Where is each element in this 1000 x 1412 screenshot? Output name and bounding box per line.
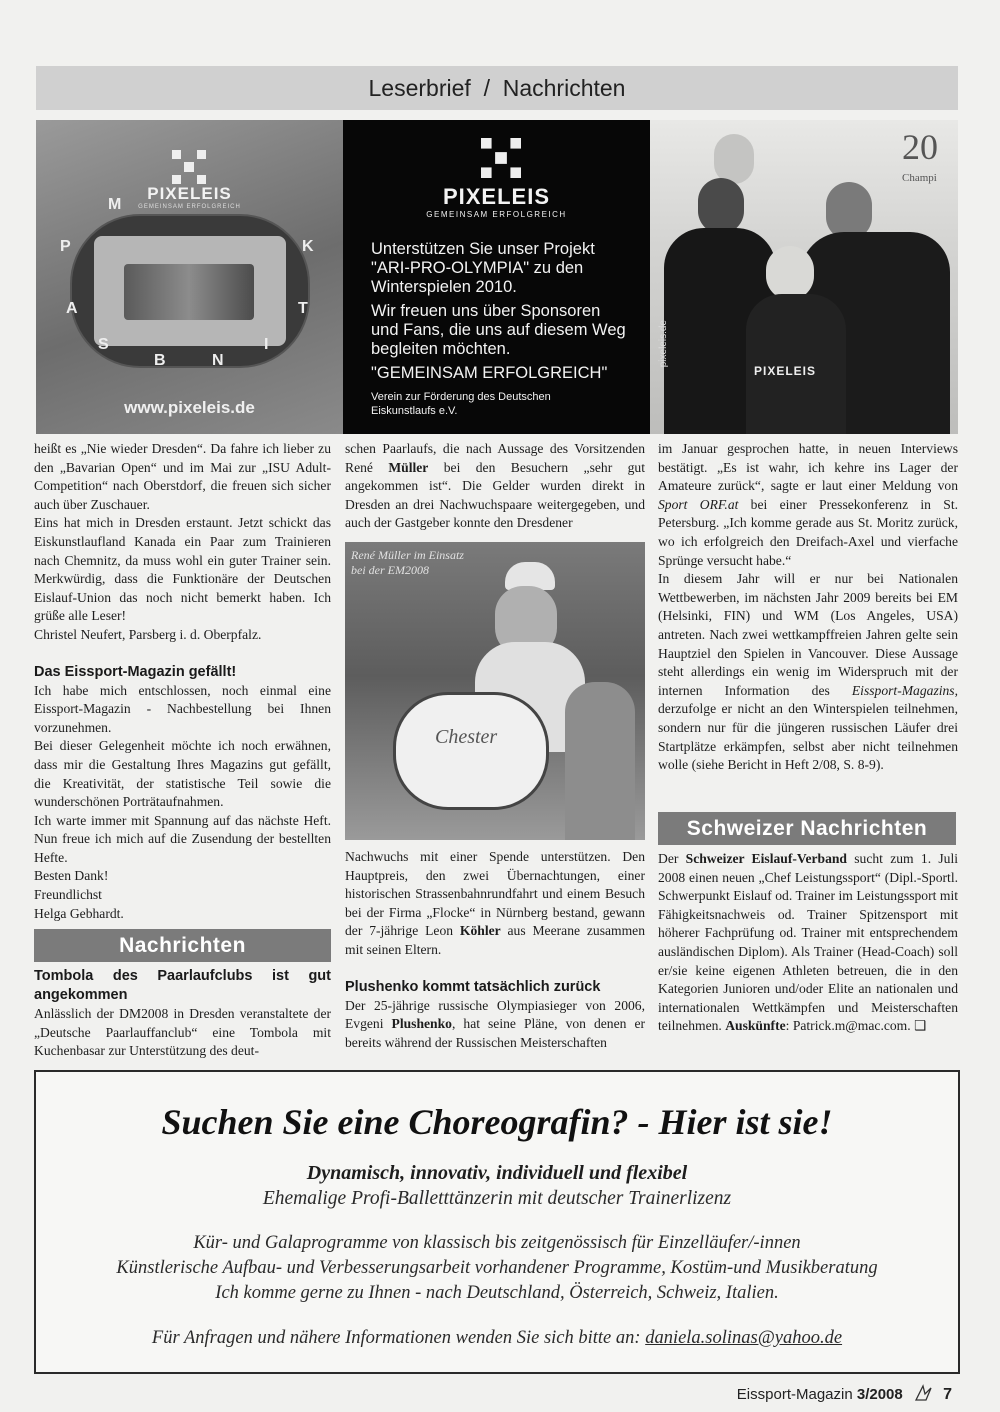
plushenko-plans-part: In diesem Jahr will er nur bei Nationalen Wettbewerben, im nächsten Jahr 2009 bereits bei EM (Helsinki, FIN) und WM (Los Angeles, USA) antreten. Nach zwei wettkampffreien Jahren gelte sein Hauptziel den Spielen in Vancouver. Diese Aussage steht allerdings ein wenig im Widerspruch mit der internen Information des [658,571,958,698]
board-letter-i: I [264,336,269,353]
banner-motto: "GEMEINSAM ERFOLGREICH" [371,364,608,382]
pixeleis-url[interactable]: www.pixeleis.de [124,398,255,417]
letter-2-text: Ich habe mich entschlossen, noch einmal eine Eissport-Magazin - Nachbestellung bei Ihnen vorzunehmen. [34,682,331,735]
ad-travel: Ich komme gerne zu Ihnen - nach Deutschland, Österreich, Schweiz, Italien. [215,1283,779,1303]
plushenko-text-part: , hat seine Pläne, von denen er bereits während der Russischen Meisterschaften [345,1016,646,1050]
board-letter-p: P [60,238,71,255]
skater-2-head [766,246,814,300]
board-letter-a: A [66,300,78,317]
magazine-name: Eissport-Magazins [851,682,955,698]
letter-2-heading: Das Eissport-Magazin gefällt! [34,663,237,680]
banner-slogan: GEMEINSAM ERFOLGREICH [426,210,567,219]
banner-text-panel [343,120,650,434]
ad-subline: Dynamisch, innovativ, individuell und flexibel [306,1162,688,1184]
column-3-swiss [658,850,958,1036]
plushenko-continued [658,440,958,570]
board-letter-s: S [98,336,109,353]
tombola-text-part: bei den Besuchern „sehr gut angekommen ist“. Die Gelder wurden direkt in Dresden an drei Nachwuchspaare weitergegeben, und auch der Gastgeber konnte den Dresdener [345,459,645,531]
banner-sponsor-text: Wir freuen uns über Sponsoren und Fans, die uns auf diesem Weg begleiten möchten. [371,302,626,358]
letter-2-signature: Helga Gebhardt. [34,905,124,921]
bass-drum [393,692,549,810]
footer-page-number: 7 [943,1386,952,1403]
tombola-text-continued [345,440,645,533]
letter-2-closing-1: Besten Dank! [34,868,109,884]
plushenko-heading: Plushenko kommt tatsächlich zurück [345,978,601,995]
ad-qualification: Ehemalige Profi-Balletttänzerin mit deutscher Trainerlizenz [262,1188,732,1209]
ad-headline: Suchen Sie eine Choreografin? - Hier ist sie! [161,1102,833,1142]
plushenko-plans [658,570,958,775]
plushenko-cont-part: im Januar gesprochen hatte, in neuen Interviews bestätigt. „Es ist wahr, ich kehre ins Lager der Amateure zurück“, sagte er laut einer Meldung von [658,441,958,494]
jacket-logo-text: PIXELEIS [754,364,817,378]
plushenko-cont-part: bei einer Pressekonferenz in St. Petersburg. „Ich komme gerade aus St. Moritz zurück, wo ich erfolgreich den Dreifach-Axel und vierfache Sprünge versucht habe.“ [658,496,958,568]
drum-label: Chester [435,726,498,748]
banner-project-text: Unterstützen Sie unser Projekt "ARI-PRO-OLYMPIA" zu den Winterspielen 2010. [371,240,595,296]
ad-services: Künstlerische Aufbau- und Verbesserungsarbeit vorhandener Programme, Kostüm-und Musikberatung [116,1258,878,1278]
footer-issue: 3/2008 [856,1386,903,1403]
event-label: Champi [902,172,937,184]
column-2-top [345,440,645,533]
board-brand: PIXELEIS [147,184,232,203]
choreographer-ad [34,1070,960,1374]
info-label: Auskünfte [725,1018,786,1034]
board-letter-m: M [108,196,122,213]
column-1 [34,440,331,923]
letter-2-closing-2: Freundlichst [34,887,102,903]
contact-email[interactable]: : Patrick.m@mac.com. [785,1018,911,1034]
jacket-side-text: pixeleis.de [658,320,669,368]
board-letter-n: N [212,352,224,369]
page-footer [737,1384,952,1404]
banner-board-panel [36,120,343,434]
letter-1-signature: Christel Neufert, Parsberg i. d. Oberpfalz. [34,626,262,642]
photo-caption: René Müller im Einsatz bei der EM2008 [351,548,464,577]
drummer-photo [345,542,645,840]
footer-magazine: Eissport-Magazin [736,1386,853,1403]
board-letter-t: T [298,300,308,317]
board-slogan: GEMEINSAM ERFOLGREICH [138,204,241,210]
background-figure [714,134,754,184]
letter-1-text-2: Eins hat mich in Dresden erstaunt. Jetzt schickt das Eiskunstlaufland Kanada ein Paar zum Trainieren nach Chemnitz, da muss wohl ein guter Trainer sein. Merkwürdig, dass die Funktionäre der Deutschen Eislauf-Union das noch nicht bemerkt haben. Ich grüße alle Leser! [34,515,331,624]
tombola-prize-part: Nachwuchs mit einer Spende unterstützen. Den Hauptpreis, den zwei Übernachtungen, einer historischen Strassenbahnrundfahrt und einem Besuch bei der Firma „Flocke“ in Nürnberg bestand, gewann der 7-jährige Leon [345,849,645,939]
swiss-news-section-title: Schweizer Nachrichten [686,816,928,840]
tombola-heading: Tombola des Paarlaufclubs ist gut angekommen [34,968,331,1003]
banner-skaters-photo [650,120,958,434]
column-3 [658,440,958,775]
name-plushenko: Plushenko [391,1016,452,1032]
tombola-text: Anlässlich der DM2008 in Dresden veranstaltete der „Deutsche Paarlauffanclub“ eine Tombola mit Kuchenbasar zur Unterstützung des deut- [34,1006,331,1059]
source-orf: Sport ORF.at [658,496,739,512]
ad-programs: Kür- und Galaprogramme von klassisch bis zeitgenössisch für Einzelläufer/-innen [193,1233,801,1253]
skater-1-head [698,178,744,234]
ad-email-link[interactable]: daniela.solinas@yahoo.de [645,1328,843,1348]
section-header-title: Leserbrief / Nachrichten [368,74,626,101]
spectator [565,682,635,840]
column-2-bottom [345,848,645,1052]
skater-logo-icon [913,1384,933,1402]
board-letter-b: B [154,352,166,369]
nachrichten-section-bar [34,929,331,962]
section-header [36,66,958,110]
tombola-text-part: schen Paarlaufs, die nach Aussage des Vorsitzenden René [345,441,645,475]
pixeleis-banner [36,120,958,434]
board-letter-k: K [302,238,314,255]
name-mueller: Müller [388,459,429,475]
column-1-news [34,967,331,1061]
swiss-news-text [658,850,958,1036]
swiss-text-part: Der [658,851,686,866]
banner-association: Verein zur Förderung des Deutschen Eiskunstlaufs e.V. [371,391,551,417]
board-photo [124,264,254,320]
plushenko-text [345,997,645,1053]
name-koehler: Köhler [459,923,501,939]
swiss-text-part: sucht zum 1. Juli 2008 einen neuen „Chef Leistungssport“ (Dipl.-Sportl. Schwerpunkt Eislauf od. Trainer im Leistungssport mit Fähigkeitsnachweis od. Trainer Spitzensport mit höherer Fachprüfung od. Trainer mit entsprechendem ausländischen Diplom). Als Trainer (Head-Coach) soll er/sie keine eigenen Athleten betreuen, die in den Kategorien Junioren und/oder Elite an nationalen und internationalen Wettkämpfen und Meisterschaften teilnehmen. [658,851,958,1034]
swiss-federation: Schweizer Eislauf-Verband [685,851,847,866]
pixeleis-logo-icon [481,138,521,178]
letter-2-text-2: Bei dieser Gelegenheit möchte ich noch erwähnen, dass mir die Gestaltung Ihres Magazins gut gefällt, die Kreativität, der statistische Teil sowie die wunderschönen Porträtaufnahmen. [34,738,331,810]
plushenko-plans-part: , derzufolge er nicht an den Winterspielen teilnehmen, sondern nur für die jüngeren russischen Läufer drei Startplätze erkämpfen, selbst aber nicht teilnehmen wolle (siehe Bericht in Heft 2/08, S. 8-9). [658,682,958,773]
tombola-prize-part: aus Meerane zusammen mit seinen Eltern. [345,923,645,957]
event-year: 20 [902,127,938,167]
tombola-prize-text [345,848,645,960]
banner-brand: PIXELEIS [442,184,551,209]
letter-2-text-3: Ich warte immer mit Spannung auf das nächste Heft. Nun freue ich mich auf die Zusendung der bestellten Hefte. [34,812,331,865]
game-board-center [94,236,286,346]
swiss-news-section-bar [658,812,956,845]
letter-1-text: heißt es „Nie wieder Dresden“. Da fahre ich lieber zu den „Bavarian Open“ und im Mai zur „ISU Adult-Competition“ nach Oberstdorf, die freuen sich sicher auch über Zuschauer. [34,441,331,512]
ad-contact-text: Für Anfragen und nähere Informationen wenden Sie sich bitte an: [151,1328,646,1348]
plushenko-text-part: Der 25-jährige russische Olympiasieger von 2006, Evgeni [345,997,645,1032]
end-mark-icon: ❑ [914,1018,927,1034]
pixeleis-logo-icon [172,150,206,184]
nachrichten-section-title: Nachrichten [119,933,246,957]
